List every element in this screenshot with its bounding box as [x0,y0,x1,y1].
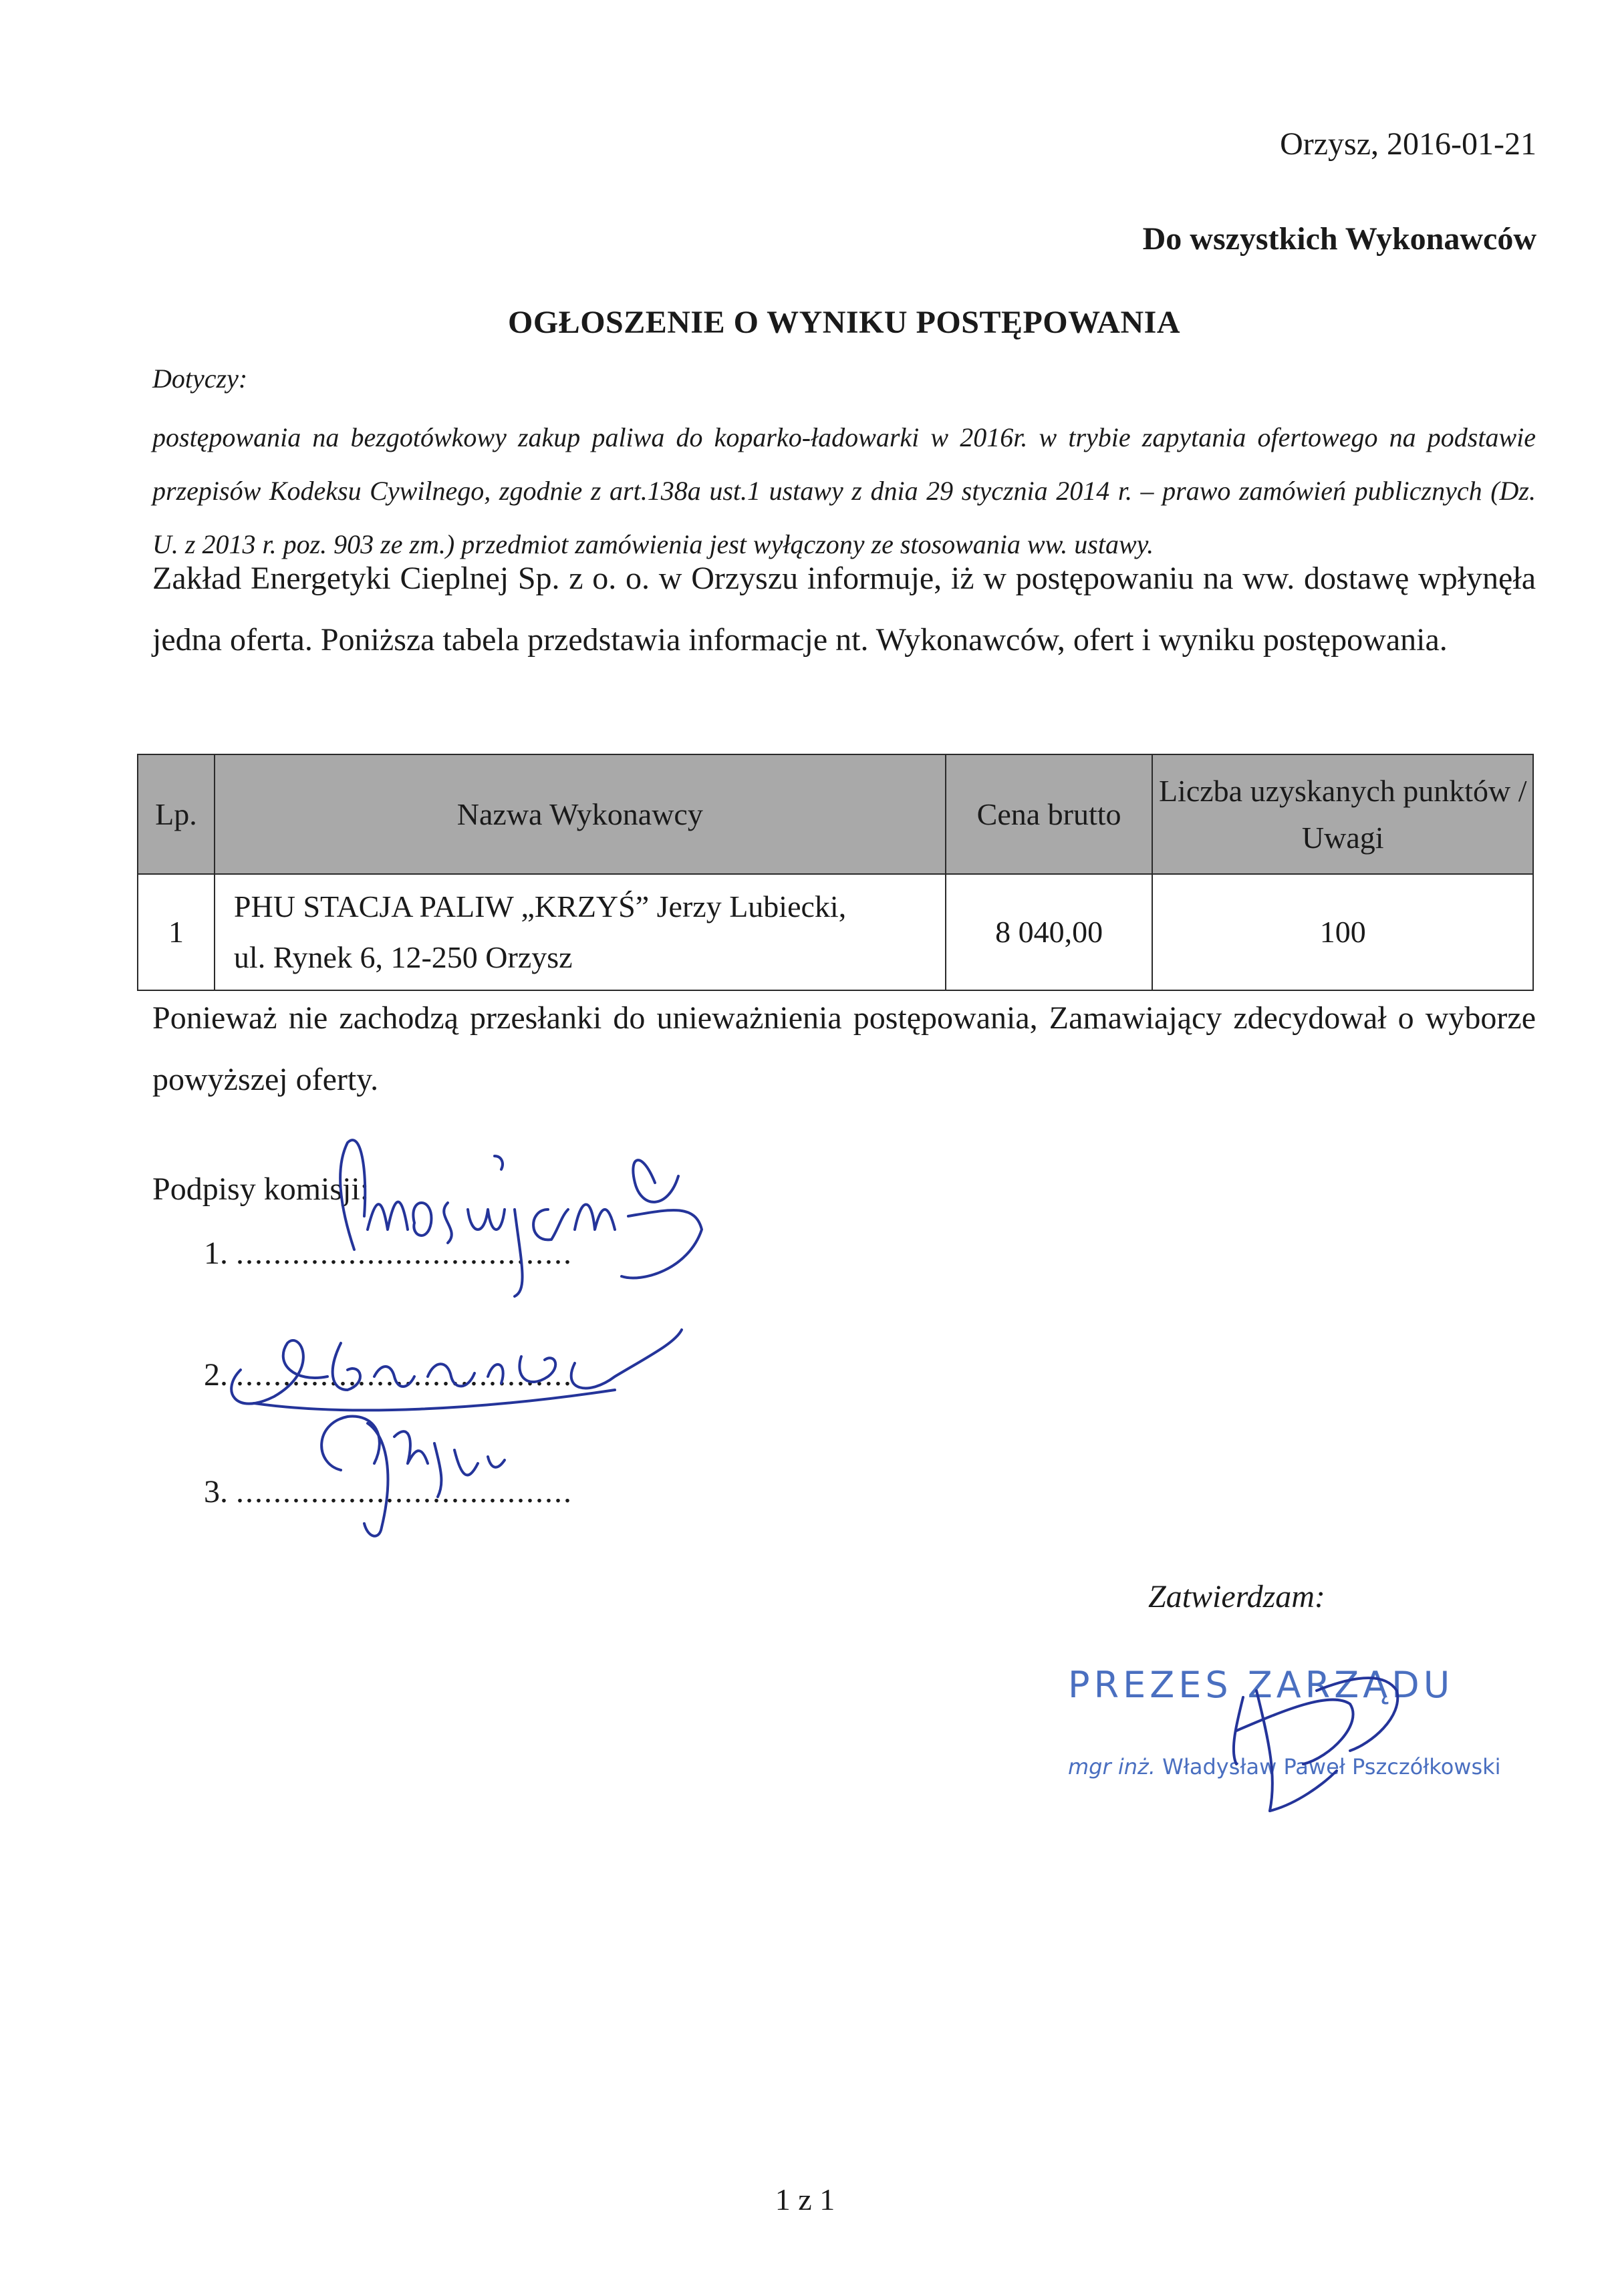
approval-label: Zatwierdzam: [1148,1579,1325,1614]
stamp-degree: mgr inż. [1068,1754,1156,1779]
addressee: Do wszystkich Wykonawców [1142,221,1536,257]
results-table [137,754,1534,991]
signatures-label: Podpisy komisji: [152,1171,370,1207]
table-header-row [138,754,1533,874]
signature-dots: .................................... [236,1357,573,1393]
signature-number: 3. [204,1474,228,1510]
header-gross-price: Cena brutto [946,754,1153,874]
cell-points: 100 [1152,874,1533,990]
handwritten-signature-3 [301,1397,528,1544]
header-contractor-name: Nazwa Wykonawcy [215,754,946,874]
signature-dots: .................................... [236,1474,573,1510]
cell-gross-price: 8 040,00 [946,874,1153,990]
stamp-person-name: Władysław Paweł Pszczółkowski [1162,1754,1501,1779]
page-number: 1 z 1 [775,2182,835,2216]
signature-number: 2. [204,1357,228,1393]
header-lp: Lp. [138,754,215,874]
stamp-title: PREZES ZARZĄDU [1068,1664,1454,1706]
contractor-name-line1: PHU STACJA PALIW „KRZYŚ” Jerzy Lubiecki, [233,889,847,923]
document-date: Orzysz, 2016-01-21 [1280,126,1536,162]
intro-paragraph: Zakład Energetyki Cieplnej Sp. z o. o. w Orzyszu informuje, iż w postępowaniu na ww. dostawę wpłynęła jedna oferta. Poniższa tabela przedstawia informacje nt. Wykonawców, ofert i wyniku postępowania. [152,561,1536,658]
outcome-paragraph: Ponieważ nie zachodzą przesłanki do unieważnienia postępowania, Zamawiający zdecydował o wyborze powyższej oferty. [152,1000,1536,1097]
signature-dots: .................................... [236,1236,573,1271]
table-row [138,874,1533,990]
contractor-address-line2: ul. Rynek 6, 12-250 Orzysz [233,940,573,974]
header-points: Liczba uzyskanych punktów / Uwagi [1152,754,1533,874]
handwritten-signature-1 [294,1129,722,1303]
cell-contractor-name [215,874,946,990]
document-title: OGŁOSZENIE O WYNIKU POSTĘPOWANIA [508,305,1180,340]
subject-label: Dotyczy: [152,364,248,394]
cell-lp: 1 [138,874,215,990]
subject-text: postępowania na bezgotówkowy zakup paliwa do koparko-ładowarki w 2016r. w trybie zapytania ofertowego na podstawie przepisów Kodeksu Cywilnego, zgodnie z art.138a ust.1 ustawy z dnia 29 stycznia 2014 r. – prawo zamówień publicznych (Dz. U. z 2013 r. poz. 903 ze zm.) przedmiot zamówienia jest wyłączony ze stosowania ww. ustawy. [152,422,1536,559]
signature-number: 1. [204,1236,228,1271]
president-signature [1196,1651,1450,1818]
